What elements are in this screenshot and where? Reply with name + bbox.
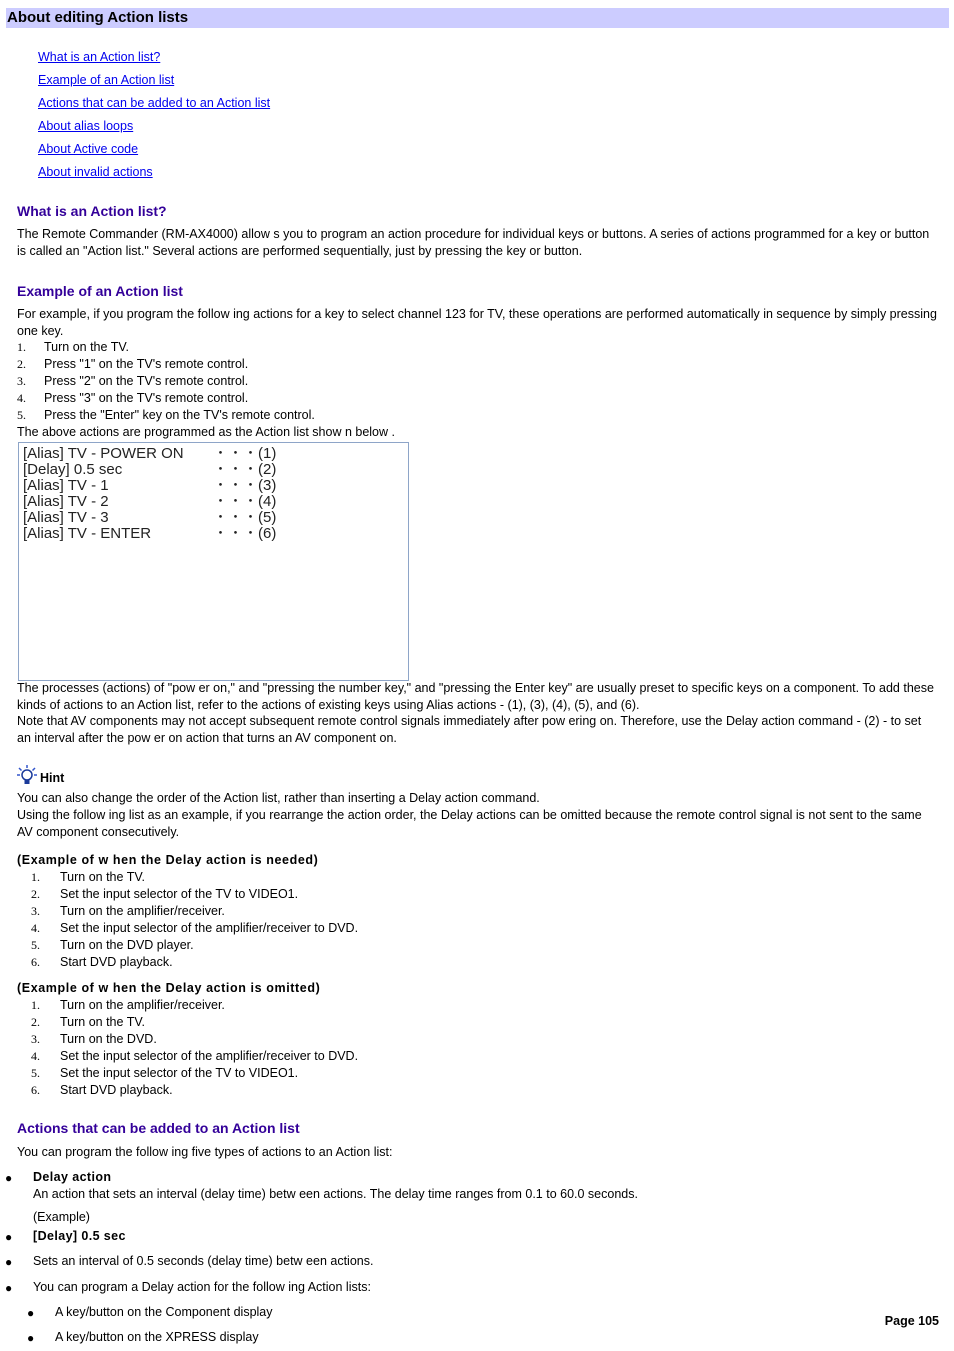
example-omitted-list: [31, 997, 631, 1099]
bullet-icon: ●: [5, 1255, 13, 1269]
list-item: 2. Set the input selector of the TV to VIDEO1.: [31, 887, 299, 901]
list-item: 4. Set the input selector of the amplifier/receiver to DVD.: [31, 1049, 359, 1063]
action-list-item: [Alias] TV - POWER ON: [23, 445, 184, 462]
list-item: 5. Turn on the DVD player.: [31, 938, 194, 952]
section-heading-actions: Actions that can be added to an Action list: [17, 1120, 300, 1136]
actions-intro: You can program the follow ing five types of actions to an Action list:: [17, 1145, 393, 1159]
toc-link-active-code[interactable]: About Active code: [38, 142, 139, 156]
list-item: 3. Turn on the DVD.: [31, 1032, 157, 1046]
action-list-item: [Alias] TV - 3: [23, 509, 109, 526]
list-item: 4. Press "3" on the TV's remote control.: [17, 391, 249, 405]
list-item: 3. Press "2" on the TV's remote control.: [17, 374, 249, 388]
page-title-bar: [6, 8, 949, 28]
toc-link-invalid-actions[interactable]: About invalid actions: [38, 165, 153, 179]
list-item: 2. Press "1" on the TV's remote control.: [17, 357, 249, 371]
list-item: 3. Turn on the amplifier/receiver.: [31, 904, 225, 918]
delay-action-desc: An action that sets an interval (delay time) betw een actions. The delay time ranges from 0.1 to 60.0 seconds.: [33, 1187, 638, 1201]
list-item: 6. Start DVD playback.: [31, 955, 173, 969]
list-item: 2. Turn on the TV.: [31, 1015, 146, 1029]
list-item: 1. Turn on the TV.: [17, 340, 130, 354]
list-item: 5. Press the "Enter" key on the TV's remote control.: [17, 408, 315, 422]
hint-label: Hint: [40, 771, 65, 785]
section-heading-what-is: What is an Action list?: [17, 203, 167, 219]
example-item: [Delay] 0.5 sec: [33, 1229, 126, 1243]
toc-link-actions[interactable]: Actions that can be added to an Action list: [38, 96, 271, 110]
hint-line-2: Using the follow ing list as an example, if you rearrange the action order, the Delay actions can be omitted because the remote control signal is not sent to the same AV component consecutively.: [17, 808, 922, 839]
example-steps-list: [17, 339, 617, 424]
action-list-caption: The above actions are programmed as the Action list show n below .: [17, 425, 395, 439]
list-item: 4. Set the input selector of the amplifier/receiver to DVD.: [31, 921, 359, 935]
bullet-icon: ●: [5, 1281, 13, 1295]
note-alias: The processes (actions) of "pow er on," and "pressing the number key," and "pressing the Enter key" are usually preset to specific keys on a component. To add these kinds of actions to an Action list, refer to the actions of existing keys using Alias actions - (1), (3), (4), (5), and (6).: [17, 681, 934, 712]
program-text: You can program a Delay action for the follow ing Action lists:: [33, 1280, 371, 1294]
list-item: 1. Turn on the TV.: [31, 870, 146, 884]
note-delay: Note that AV components may not accept subsequent remote control signals immediately after pow ering on. Therefore, use the Delay action command - (2) - to set an interval after the pow er on action that turns an AV component on.: [17, 714, 922, 745]
action-list-item: [Alias] TV - ENTER: [23, 525, 152, 542]
bullet-icon: ●: [27, 1331, 35, 1345]
delay-action-title: Delay action: [33, 1170, 112, 1184]
bullet-icon: ●: [5, 1230, 13, 1244]
lightbulb-icon: [17, 765, 37, 785]
action-list-ref: ・・・(5): [213, 509, 277, 526]
action-list-screenshot: [18, 442, 409, 681]
list-item: 1. Turn on the amplifier/receiver.: [31, 998, 225, 1012]
example-omitted-title: (Example of w hen the Delay action is omitted): [17, 981, 321, 995]
example-needed-list: [31, 869, 631, 971]
section-heading-example: Example of an Action list: [17, 283, 183, 299]
action-list-ref: ・・・(4): [213, 493, 277, 510]
page-number: Page 105: [884, 1314, 939, 1328]
sub-item-component: A key/button on the Component display: [55, 1305, 273, 1319]
action-list-ref: ・・・(3): [213, 477, 277, 494]
example-label: (Example): [33, 1210, 90, 1224]
action-list-ref: ・・・(2): [213, 461, 277, 478]
sub-item-xpress: A key/button on the XPRESS display: [55, 1330, 259, 1344]
action-list-item: [Delay] 0.5 sec: [23, 461, 123, 478]
page-title: About editing Action lists: [7, 9, 189, 26]
toc-link-what-is[interactable]: What is an Action list?: [38, 50, 161, 64]
example-intro: For example, if you program the follow ing actions for a key to select channel 123 for TV, these operations are performed automatically in sequence by simply pressing one key.: [17, 307, 937, 338]
example-desc: Sets an interval of 0.5 seconds (delay time) betw een actions.: [33, 1254, 374, 1268]
example-needed-title: (Example of w hen the Delay action is needed): [17, 853, 319, 867]
toc-link-example[interactable]: Example of an Action list: [38, 73, 175, 87]
action-list-item: [Alias] TV - 2: [23, 493, 109, 510]
table-of-contents: [38, 48, 270, 186]
action-list-item: [Alias] TV - 1: [23, 477, 109, 494]
toc-link-alias-loops[interactable]: About alias loops: [38, 119, 134, 133]
list-item: 6. Start DVD playback.: [31, 1083, 173, 1097]
bullet-icon: ●: [5, 1171, 13, 1185]
hint-line-1: You can also change the order of the Action list, rather than inserting a Delay action command.: [17, 791, 540, 805]
action-list-ref: ・・・(6): [213, 525, 277, 542]
list-item: 5. Set the input selector of the TV to VIDEO1.: [31, 1066, 299, 1080]
action-list-ref: ・・・(1): [213, 445, 277, 462]
section-body-what-is: The Remote Commander (RM-AX4000) allow s you to program an action procedure for individual keys or buttons. A series of actions programmed for a key or button is called an "Action list." Several actions are performed sequentially, just by pressing the key or button.: [17, 227, 930, 258]
bullet-icon: ●: [27, 1306, 35, 1320]
